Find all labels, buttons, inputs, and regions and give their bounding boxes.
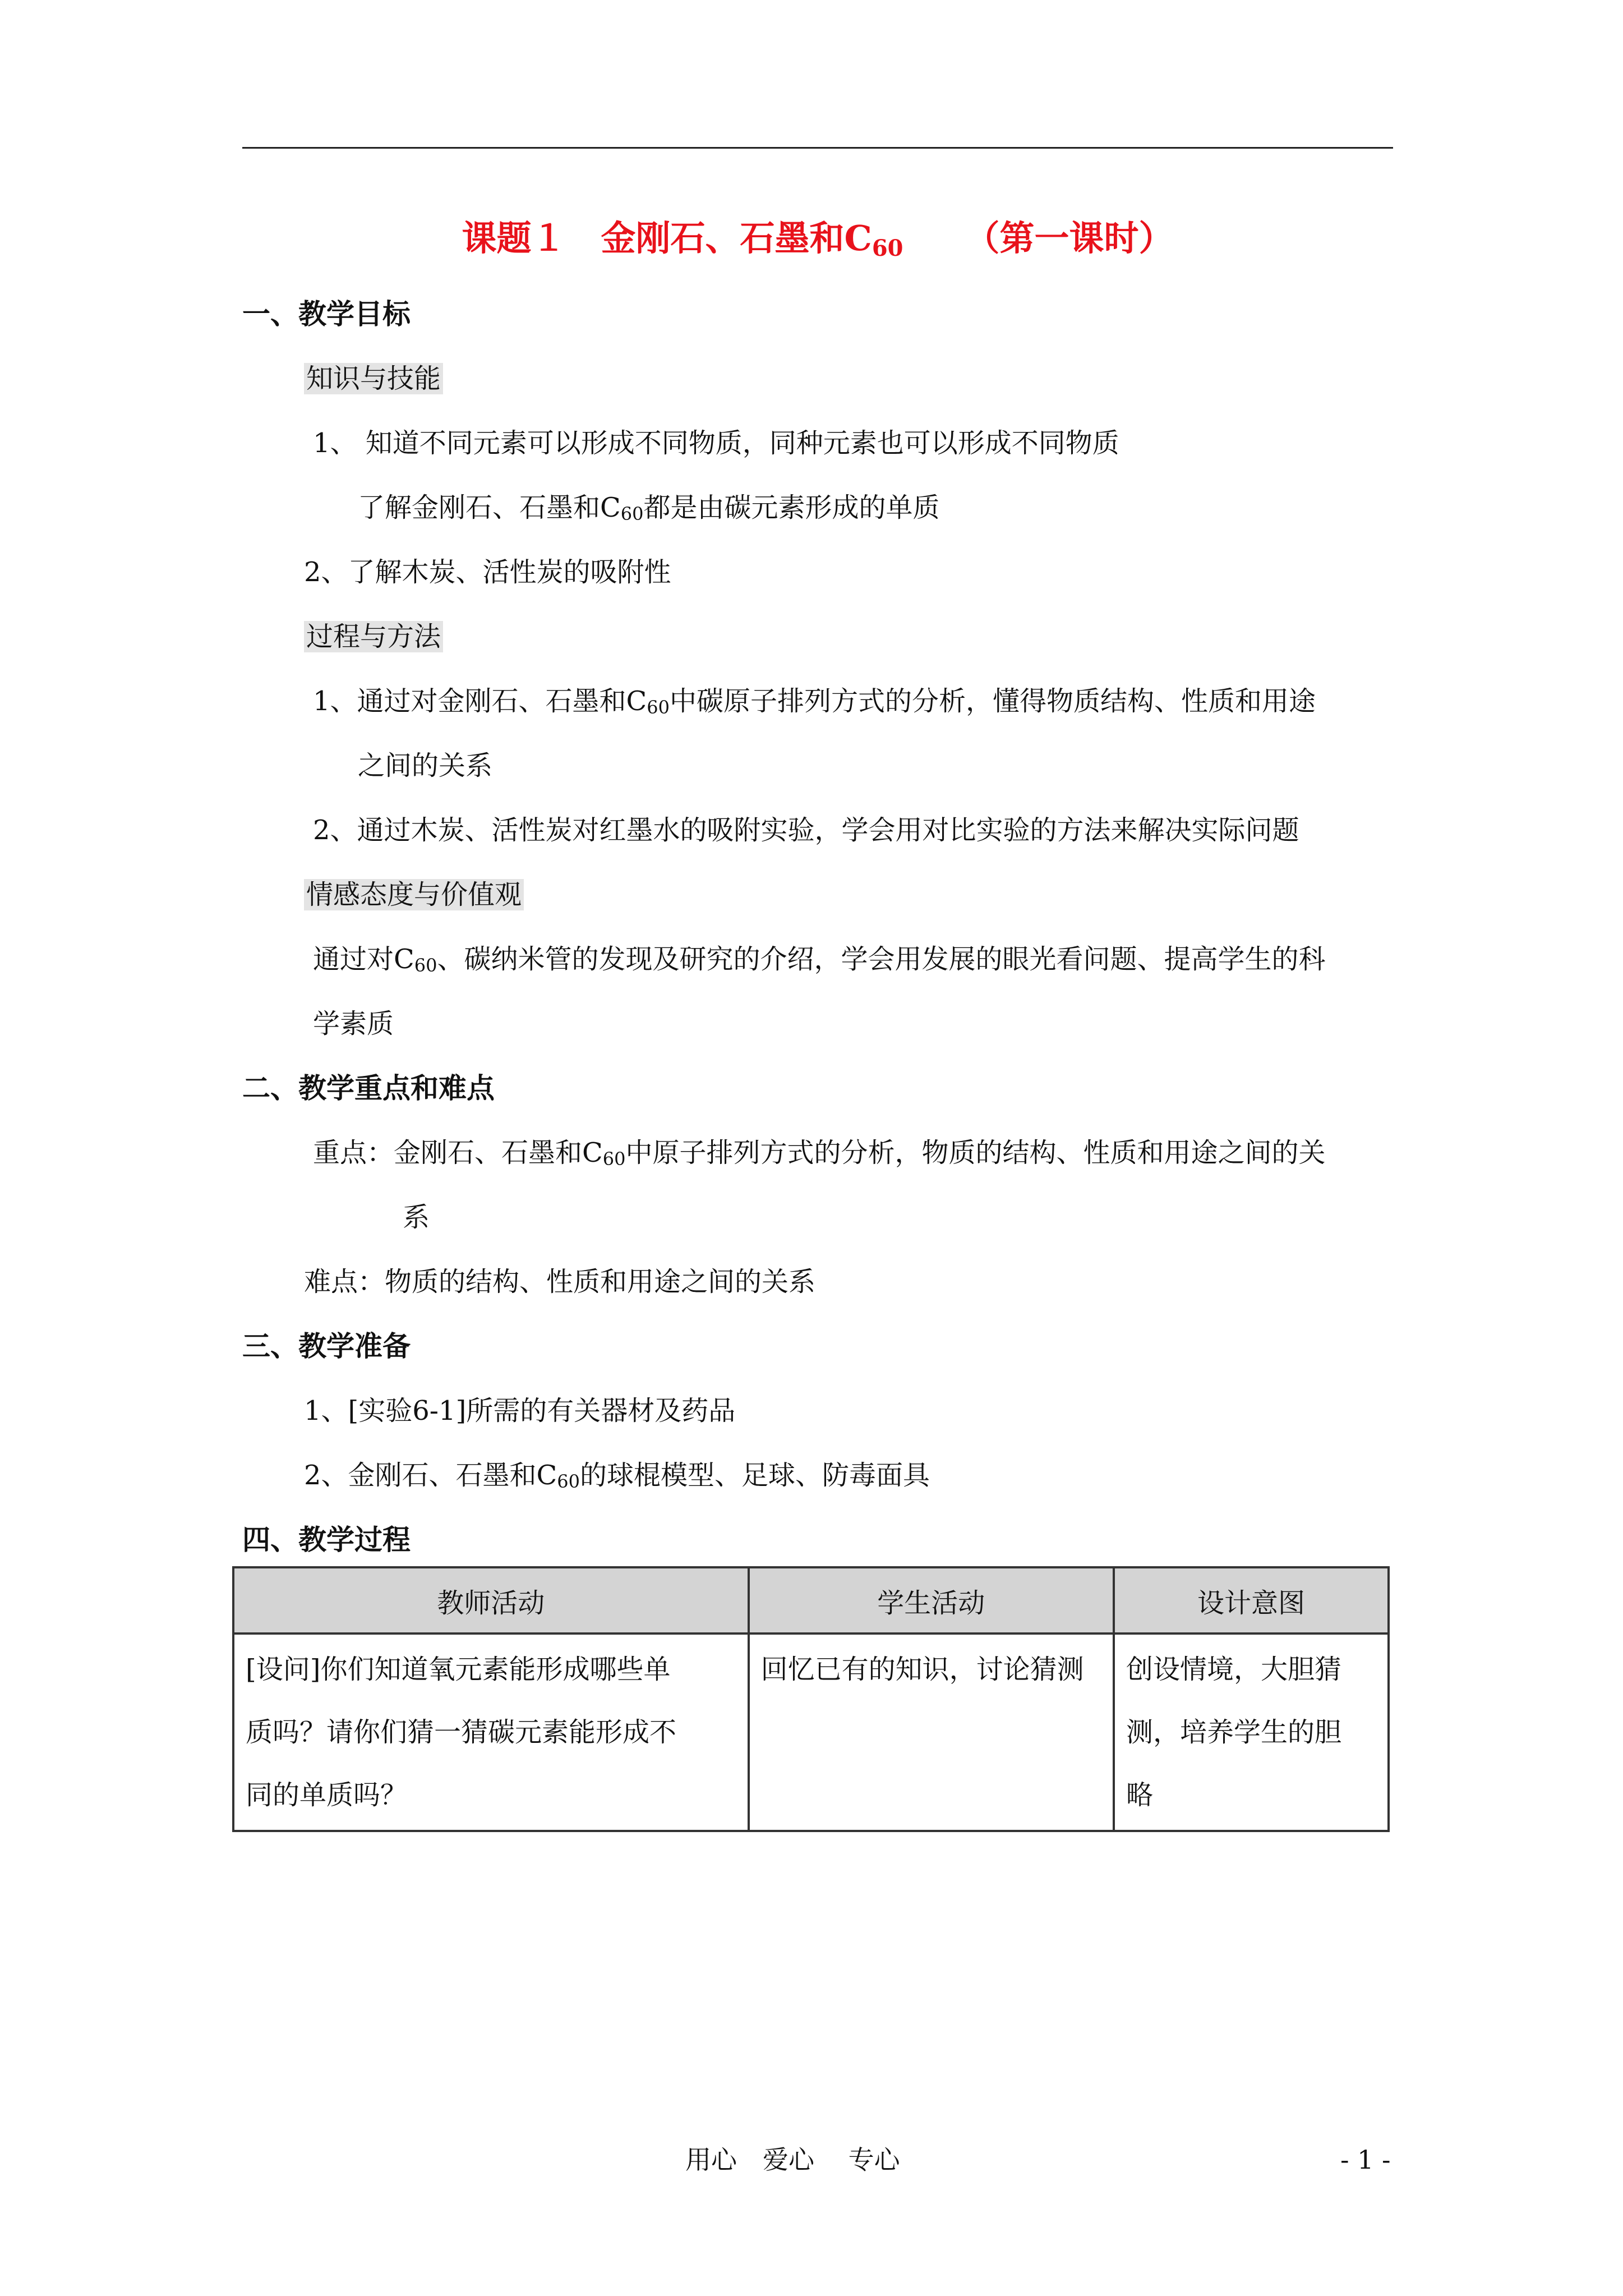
section-heading-preparation: 三、教学准备	[242, 1329, 411, 1363]
design-intent-cell: 创设情境，大胆猜 测，培养学生的胆 略	[1114, 1634, 1389, 1831]
preparation-item-1: 1、[实验6-1]所需的有关器材及药品	[304, 1395, 736, 1427]
table-header-student: 学生活动	[749, 1567, 1114, 1634]
table-header-intent: 设计意图	[1114, 1567, 1389, 1634]
knowledge-item-1b: 了解金刚石、石墨和C60都是由碳元素形成的单质	[358, 492, 940, 524]
header-rule	[242, 147, 1393, 149]
section-heading-goals: 一、教学目标	[242, 297, 411, 330]
title-subscript: 60	[872, 235, 903, 261]
process-item-1b: 之间的关系	[358, 750, 493, 781]
preparation-item-2: 2、金刚石、石墨和C60的球棍模型、足球、防毒面具	[304, 1460, 930, 1492]
process-item-2: 2、通过木炭、活性炭对红墨水的吸附实验，学会用对比实验的方法来解决实际问题	[313, 815, 1299, 846]
teaching-process-table	[232, 1566, 1390, 1832]
knowledge-heading: 知识与技能	[304, 359, 443, 398]
student-activity-cell: 回忆已有的知识，讨论猜测	[749, 1634, 1114, 1831]
footer-motto: 用心 爱心 专心	[685, 2145, 900, 2175]
title-tail: （第一课时）	[965, 218, 1174, 259]
table-row	[233, 1634, 1389, 1831]
title-main: 课题１ 金刚石、石墨和C	[462, 218, 872, 259]
page-number: - 1 -	[1340, 2145, 1391, 2175]
teacher-activity-cell: [设问]你们知道氧元素能形成哪些单 质吗？请你们猜一猜碳元素能形成不 同的单质吗？	[233, 1634, 749, 1831]
lesson-title	[242, 210, 1393, 277]
knowledge-item-1: 1、 知道不同元素可以形成不同物质，同种元素也可以形成不同物质	[313, 427, 1119, 459]
difficulty-point: 难点：物质的结构、性质和用途之间的关系	[304, 1266, 816, 1297]
knowledge-item-2: 2、了解木炭、活性炭的吸附性	[304, 556, 671, 588]
emotion-item-1b: 学素质	[313, 1008, 394, 1039]
section-heading-process: 四、教学过程	[242, 1523, 411, 1556]
process-item-1: 1、通过对金刚石、石墨和C60中碳原子排列方式的分析，懂得物质结构、性质和用途	[313, 685, 1316, 718]
section-heading-key-points: 二、教学重点和难点	[242, 1071, 495, 1105]
focus-point: 重点：金刚石、石墨和C60中原子排列方式的分析，物质的结构、性质和用途之间的关	[313, 1137, 1326, 1170]
process-heading: 过程与方法	[304, 617, 443, 656]
emotion-heading: 情感态度与价值观	[304, 875, 524, 914]
table-header-teacher: 教师活动	[233, 1567, 749, 1634]
focus-point-b: 系	[403, 1202, 430, 1233]
emotion-item-1: 通过对C60、碳纳米管的发现及研究的介绍，学会用发展的眼光看问题、提高学生的科	[313, 944, 1326, 976]
